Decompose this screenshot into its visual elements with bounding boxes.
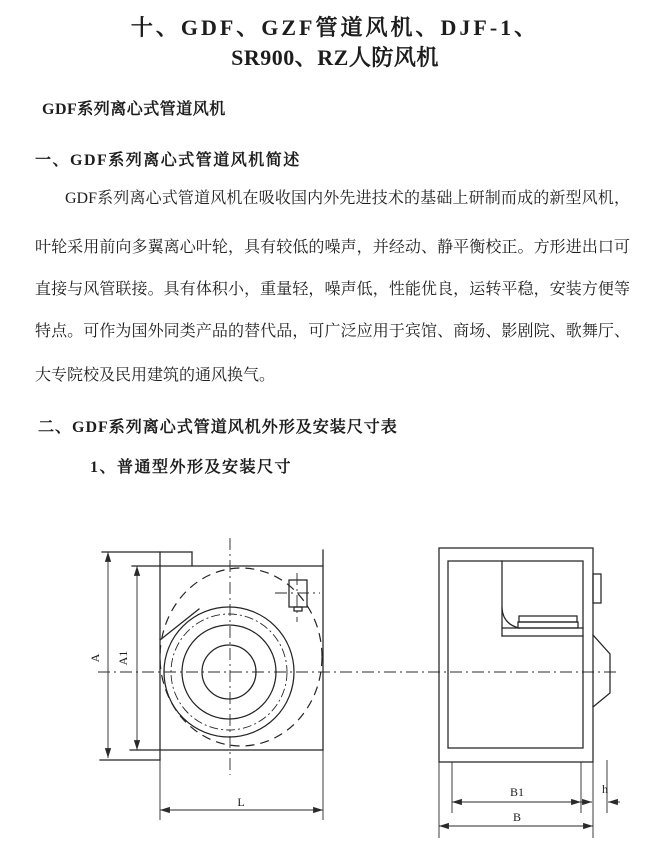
paragraph-line: GDF系列离心式管道风机在吸收国内外先进技术的基础上研制而成的新型风机，	[65, 190, 630, 207]
side-outer-rect	[439, 548, 593, 762]
document-subtitle: GDF系列离心式管道风机	[42, 101, 226, 118]
fan-front-view-drawing	[88, 538, 323, 820]
technical-drawing	[0, 490, 670, 862]
motor-block-bottom	[518, 622, 578, 628]
motor-bulge	[593, 635, 610, 707]
dimension-L	[160, 750, 323, 820]
scroll-curve	[502, 608, 519, 628]
dimension-b1-label: B1	[509, 785, 525, 799]
paragraph-line: 大专院校及民用建筑的通风换气。	[35, 367, 276, 384]
dimension-b-label: B	[512, 810, 522, 824]
motor-block-top	[519, 616, 577, 622]
page-title	[0, 13, 670, 72]
fan-side-view-drawing	[439, 548, 620, 838]
dimension-A1	[116, 566, 137, 750]
dimension-B	[439, 810, 593, 826]
dimension-h	[569, 782, 620, 802]
section-1-heading: 一、GDF系列离心式管道风机简述	[35, 152, 301, 169]
subsection-heading: 1、普通型外形及安装尺寸	[90, 459, 293, 476]
paragraph-line: 直接与风管联接。具有体积小，重量轻，噪声低，性能优良，运转平稳，安装方便等	[35, 281, 630, 298]
terminal-box-side	[593, 574, 601, 603]
title-line-2: SR900、RZ人防风机	[231, 45, 439, 70]
paragraph-line: 叶轮采用前向多翼离心叶轮，具有较低的噪声，并经动、静平衡校正。方形进出口可	[35, 239, 630, 256]
dimension-h-label: h	[602, 782, 608, 796]
dimension-a1-label: A1	[116, 650, 130, 666]
dimension-A	[88, 552, 108, 758]
side-housing-outline	[439, 548, 610, 762]
scroll-cutoff-line	[160, 609, 199, 640]
side-inner-rect	[448, 561, 583, 748]
title-line-1: 十、GDF、GZF管道风机、DJF-1、	[130, 15, 540, 40]
section-2-heading: 二、GDF系列离心式管道风机外形及安装尺寸表	[38, 419, 398, 436]
dimension-l-label: L	[237, 795, 245, 809]
dimension-a-label: A	[88, 653, 102, 663]
dimension-B1	[452, 785, 581, 802]
paragraph-line: 特点。可作为国外同类产品的替代品，可广泛应用于宾馆、商场、影剧院、歌舞厅、	[35, 323, 630, 340]
